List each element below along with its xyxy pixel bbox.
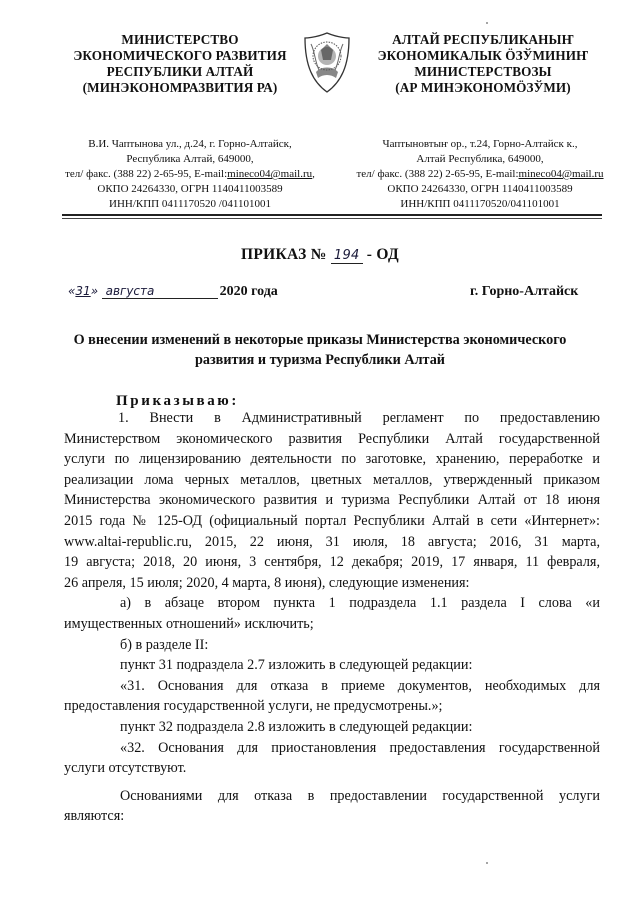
body-line: имущественных отношений» исключить; bbox=[64, 615, 314, 632]
body-line: Министерства экономического развития и туризма Республики Алтай от 18 июня bbox=[64, 492, 600, 509]
paragraph-gap bbox=[64, 779, 600, 786]
scan-speck bbox=[486, 862, 488, 864]
date-day-handwritten: 31 bbox=[75, 284, 91, 298]
phone-fax-text: тел/ факс. (388 22) 2-65-95, E-mail: bbox=[356, 168, 519, 180]
body-line: 26 апреля, 15 июля; 2020, 4 марта, 8 июня), следующие изменения: bbox=[64, 574, 470, 591]
body-line: услуги отсутствуют. bbox=[64, 760, 187, 777]
body-line: являются: bbox=[64, 808, 125, 825]
body-line: услуги по лицензированию деятельности по заготовке, хранению, переработке и bbox=[64, 451, 600, 468]
ministry-name-line: ЭКОНОМИКАЛЫК ÖЗЎМИНИҤ bbox=[377, 48, 589, 63]
body-line: 1. Внести в Административный регламент по предоставлению bbox=[118, 410, 600, 426]
address-line: Республика Алтай, 649000, bbox=[126, 153, 254, 165]
scan-speck bbox=[486, 22, 488, 24]
date-quote-close: » bbox=[90, 284, 99, 298]
header-divider bbox=[62, 214, 602, 216]
body-line: б) в разделе II: bbox=[120, 636, 209, 653]
ministry-name-line: (АР МИНЭКОНОМÖЗЎМИ) bbox=[395, 80, 571, 95]
okpo-ogrn-line: ОКПО 24264330, ОГРН 1140411003589 bbox=[97, 183, 283, 195]
ministry-name-russian bbox=[50, 32, 310, 96]
ministry-name-altai bbox=[348, 32, 618, 96]
date-month-handwritten: августа bbox=[102, 284, 218, 299]
body-line: 2015 года № 125-ОД (официальный портал Республики Алтай в сети «Интернет»: bbox=[64, 512, 600, 529]
order-city: г. Горно-Алтайск bbox=[470, 284, 579, 299]
separator-text: , bbox=[312, 168, 315, 180]
ministry-name-line: АЛТАЙ РЕСПУБЛИКАНЫҤ bbox=[392, 32, 574, 47]
address-line: Алтай Республика, 649000, bbox=[416, 153, 544, 165]
phone-fax-text: тел/ факс. (388 22) 2-65-95, E-mail: bbox=[65, 168, 228, 180]
body-line: предоставления государственной услуги, не предусмотрены.»; bbox=[64, 698, 443, 715]
order-number-handwritten: 194 bbox=[331, 248, 363, 264]
order-title-prefix: ПРИКАЗ № bbox=[241, 246, 327, 263]
ministry-name-line: РЕСПУБЛИКИ АЛТАЙ bbox=[106, 64, 254, 79]
address-line: Чаптыновтыҥ ор., т.24, Горно-Алтайск к., bbox=[382, 138, 578, 150]
contact-line bbox=[42, 167, 338, 182]
inn-kpp-line: ИНН/КПП 0411170520/041101001 bbox=[400, 198, 560, 210]
header-divider-thin bbox=[62, 218, 602, 219]
date-year: 2020 года bbox=[219, 284, 278, 299]
order-body bbox=[64, 408, 600, 827]
body-line: Министерством экономического развития Республики Алтай государственной bbox=[64, 430, 600, 447]
body-line: «32. Основания для приостановления предоставления государственной bbox=[120, 739, 600, 756]
order-title-suffix: - ОД bbox=[366, 246, 399, 263]
inn-kpp-line: ИНН/КПП 0411170520 /041101001 bbox=[109, 198, 271, 210]
ministry-name-line: МИНИСТЕРСТВО bbox=[121, 32, 239, 47]
order-subject bbox=[40, 330, 600, 370]
order-date bbox=[68, 284, 278, 300]
subject-line: развития и туризма Республики Алтай bbox=[195, 352, 445, 368]
order-directive-heading: Приказываю: bbox=[116, 393, 239, 409]
ministry-name-line: ЭКОНОМИЧЕСКОГО РАЗВИТИЯ bbox=[73, 48, 287, 63]
body-line: реализации лома черных металлов, цветных металлов, утвержденный приказом bbox=[64, 471, 600, 488]
date-quote-open: « bbox=[68, 284, 76, 298]
okpo-ogrn-line: ОКПО 24264330, ОГРН 1140411003589 bbox=[387, 183, 573, 195]
address-line: В.И. Чаптынова ул., д.24, г. Горно-Алтайск, bbox=[88, 138, 292, 150]
ministry-name-line: (МИНЭКОНОМРАЗВИТИЯ РА) bbox=[82, 80, 278, 95]
body-line: пункт 31 подраздела 2.7 изложить в следующей редакции: bbox=[120, 657, 473, 674]
body-line: пункт 32 подраздела 2.8 изложить в следующей редакции: bbox=[120, 718, 473, 735]
address-block-altai bbox=[342, 137, 618, 212]
coat-of-arms-emblem-icon bbox=[303, 32, 351, 94]
order-title bbox=[0, 246, 640, 264]
body-line: www.altai-republic.ru, 2015, 22 июня, 31 июля, 18 августа; 2016, 31 марта, bbox=[64, 533, 600, 550]
body-line: 19 августа; 2018, 20 июня, 3 сентября, 12 декабря; 2019, 17 января, 11 февраля, bbox=[64, 554, 600, 571]
subject-line: О внесении изменений в некоторые приказы Министерства экономического bbox=[73, 332, 567, 348]
body-line: а) в абзаце втором пункта 1 подраздела 1.1 раздела I слова «и bbox=[120, 595, 600, 612]
body-line: Основаниями для отказа в предоставлении государственной услуги bbox=[120, 787, 600, 804]
body-line: «31. Основания для отказа в приеме документов, необходимых для bbox=[120, 677, 600, 694]
email-link[interactable]: mineco04@mail.ru bbox=[518, 168, 604, 180]
email-link[interactable]: mineco04@mail.ru bbox=[227, 168, 313, 180]
contact-line bbox=[342, 167, 618, 182]
ministry-name-line: МИНИСТЕРСТВОЗЫ bbox=[414, 64, 552, 79]
address-block-russian bbox=[42, 137, 338, 212]
